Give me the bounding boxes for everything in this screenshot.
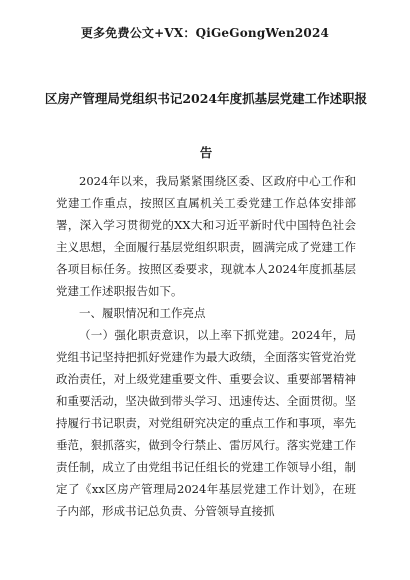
body-paragraph: （一）强化职责意识，以上率下抓党建。2024年，局党组书记坚持把抓好党建作为最大政绩，全面落实管党治党政治责任，对上级党建重要文件、重要会议、重要部署精神和重要活动，坚决做到带头学习、迅速传达、全面贯彻。坚持履行书记职责，对党组研究决定的重点工作和事项，率先垂范，狠抓落实，做到令行禁止、雷厉风行。落实党建工作责任制，成立了由党组书记任组长的党建工作领导小组，制定了《xx区房产管理局2024年基层党建工作计划》，在班子内部，形成书记总负责、分管领导直接抓: [56, 328, 356, 518]
document-body: [56, 170, 356, 522]
section-heading: 一、履职情况和工作亮点: [79, 306, 206, 320]
document-header: 更多免费公文+VX：QiGeGongWen2024: [80, 26, 330, 40]
body-paragraph: 2024年以来，我局紧紧围绕区委、区政府中心工作和党建工作重点，按照区直属机关工委党建工作总体安排部署，深入学习贯彻党的XX大和习近平新时代中国特色社会主义思想，全面履行基层党组织职责，圆满完成了党建工作各项目标任务。按照区委要求，现就本人2024年度抓基层党建工作述职报告如下。: [56, 174, 356, 298]
document-title: 区房产管理局党组织书记2024年度抓基层党建工作述职报告: [44, 91, 368, 160]
